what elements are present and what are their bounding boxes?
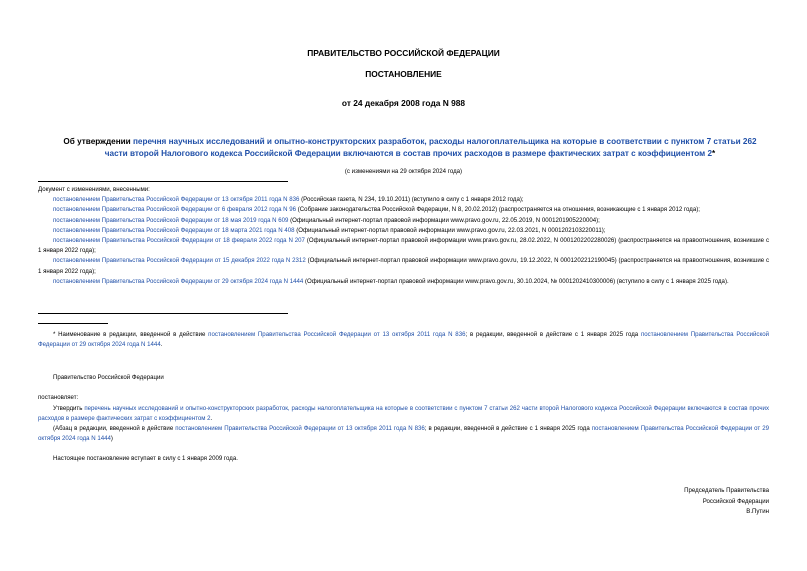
- change-text: (Официальный интернет-портал правовой информации www.pravo.gov.ru, 30.10.2024, № 0001202410300006) (вступило в силу с 1 января 2025 года).: [303, 277, 729, 285]
- signature-name: В.Путин: [746, 508, 769, 516]
- signature-title: Председатель Правительства: [684, 487, 769, 494]
- change-text: (Официальный интернет-портал правовой информации www.pravo.gov.ru, 22.05.2019, N 0001201905220004);: [288, 216, 600, 224]
- change-text: (Официальный интернет-портал правовой информации www.pravo.gov.ru, 19.12.2022, N 0001202212190045) (распространяется на правоотношения, возникшие с 1 января 2022 года);: [38, 257, 769, 275]
- change-item: [38, 277, 769, 287]
- change-link[interactable]: постановлением Правительства Российской Федерации от 6 февраля 2012 года N 96: [53, 206, 297, 214]
- divider-middle: [38, 313, 288, 314]
- change-link[interactable]: постановлением Правительства Российской Федерации от 29 октября 2024 года N 1444: [53, 277, 304, 285]
- footnote-text: * Наименование в редакции, введенной в действие: [53, 331, 209, 338]
- footnote-divider: [38, 323, 108, 324]
- change-link[interactable]: постановлением Правительства Российской Федерации от 18 мая 2019 года N 609: [53, 216, 289, 224]
- change-text: (Официальный интернет-портал правовой информации www.pravo.gov.ru, 22.03.2021, N 0001202103220011);: [294, 226, 606, 234]
- approved-list-link[interactable]: перечень научных исследований и опытно-конструкторских разработок, расходы налогоплательщика на которые в соответствии с пунктом 7 статьи 262 части второй Налогового кодекса Российской Федерации включаются в состав прочих расходов в размере фактических затрат с коэффициентом 2: [38, 405, 770, 422]
- paragraph-effective: Настоящее постановление вступает в силу с 1 января 2009 года.: [53, 455, 238, 462]
- footnote: [38, 330, 769, 350]
- amendment-link-2011[interactable]: постановлением Правительства Российской Федерации от 13 октября 2011 года N 836: [175, 425, 425, 432]
- divider-top: [38, 181, 288, 182]
- document-date-number: от 24 декабря 2008 года N 988: [341, 98, 466, 108]
- changes-list: [38, 185, 769, 287]
- change-text: (Официальный интернет-портал правовой информации www.pravo.gov.ru, 28.02.2022, N 0001202202280026) (распространяется на правоотношения, возникшие с 1 января 2022 года);: [38, 237, 770, 255]
- title-asterisk: *: [712, 149, 716, 158]
- paragraph-text: ; в редакции, введенной в действие с 1 января 2025 года: [424, 425, 592, 432]
- paragraph-text: .: [210, 415, 213, 422]
- title-prefix: Об утверждении: [63, 137, 133, 146]
- paragraph-text: (Абзац в редакции, введенной в действие: [53, 425, 176, 432]
- paragraph-amendment: [38, 424, 769, 444]
- change-item: [38, 226, 769, 236]
- change-link[interactable]: постановлением Правительства Российской Федерации от 18 февраля 2022 года N 207: [53, 237, 305, 245]
- footnote-text: .: [160, 341, 163, 349]
- title-list-link[interactable]: перечня научных исследований и опытно-конструкторских разработок, расходы налогоплательщика на которые в соответствии с пунктом 7 статьи 262 части второй Налогового кодекса Российской Федерации включаются в состав прочих расходов в размере фактических затрат с коэффициентом 2: [104, 137, 757, 158]
- change-text: (Российская газета, N 234, 19.10.2011) (вступило в силу с 1 января 2012 года);: [299, 196, 524, 204]
- footnote-link-2024[interactable]: постановлением Правительства Российской Федерации от 29 октября 2024 года N 1444: [38, 331, 770, 349]
- change-link[interactable]: постановлением Правительства Российской Федерации от 18 марта 2021 года N 408: [53, 226, 295, 234]
- decides-line: постановляет:: [38, 394, 79, 401]
- signature-country: Российской Федерации: [702, 497, 769, 505]
- change-link[interactable]: постановлением Правительства Российской Федерации от 13 октября 2011 года N 836: [53, 196, 300, 204]
- footnote-text: ; в редакции, введенной в действие с 1 января 2025 года: [465, 331, 641, 338]
- edition-note: (с изменениями на 29 октября 2024 года): [344, 168, 463, 175]
- change-item: [38, 216, 769, 226]
- paragraph-approve: [38, 404, 769, 424]
- government-heading: ПРАВИТЕЛЬСТВО РОССИЙСКОЙ ФЕДЕРАЦИИ: [307, 48, 500, 58]
- paragraph-text: ): [110, 435, 113, 442]
- change-item: [38, 205, 769, 215]
- change-text: (Собрание законодательства Российской Федерации, N 8, 20.02.2012) (распространяется на отношения, возникающие с 1 января 2012 года);: [296, 206, 700, 214]
- document-type: ПОСТАНОВЛЕНИЕ: [365, 69, 442, 79]
- amendment-link-2024[interactable]: постановлением Правительства Российской Федерации от 29 октября 2024 года N 1444: [38, 425, 769, 442]
- footnote-link-2011[interactable]: постановлением Правительства Российской Федерации от 13 октября 2011 года N 836: [208, 331, 466, 338]
- change-item: [38, 195, 769, 205]
- changes-intro: Документ с изменениями, внесенными:: [38, 186, 150, 193]
- change-item: [38, 236, 769, 256]
- change-item: [38, 256, 769, 276]
- paragraph-text: Утвердить: [53, 405, 85, 412]
- document-title: [55, 136, 765, 160]
- change-link[interactable]: постановлением Правительства Российской Федерации от 15 декабря 2022 года N 2312: [53, 257, 306, 265]
- government-line: Правительство Российской Федерации: [53, 374, 164, 381]
- signature-block: [569, 486, 769, 518]
